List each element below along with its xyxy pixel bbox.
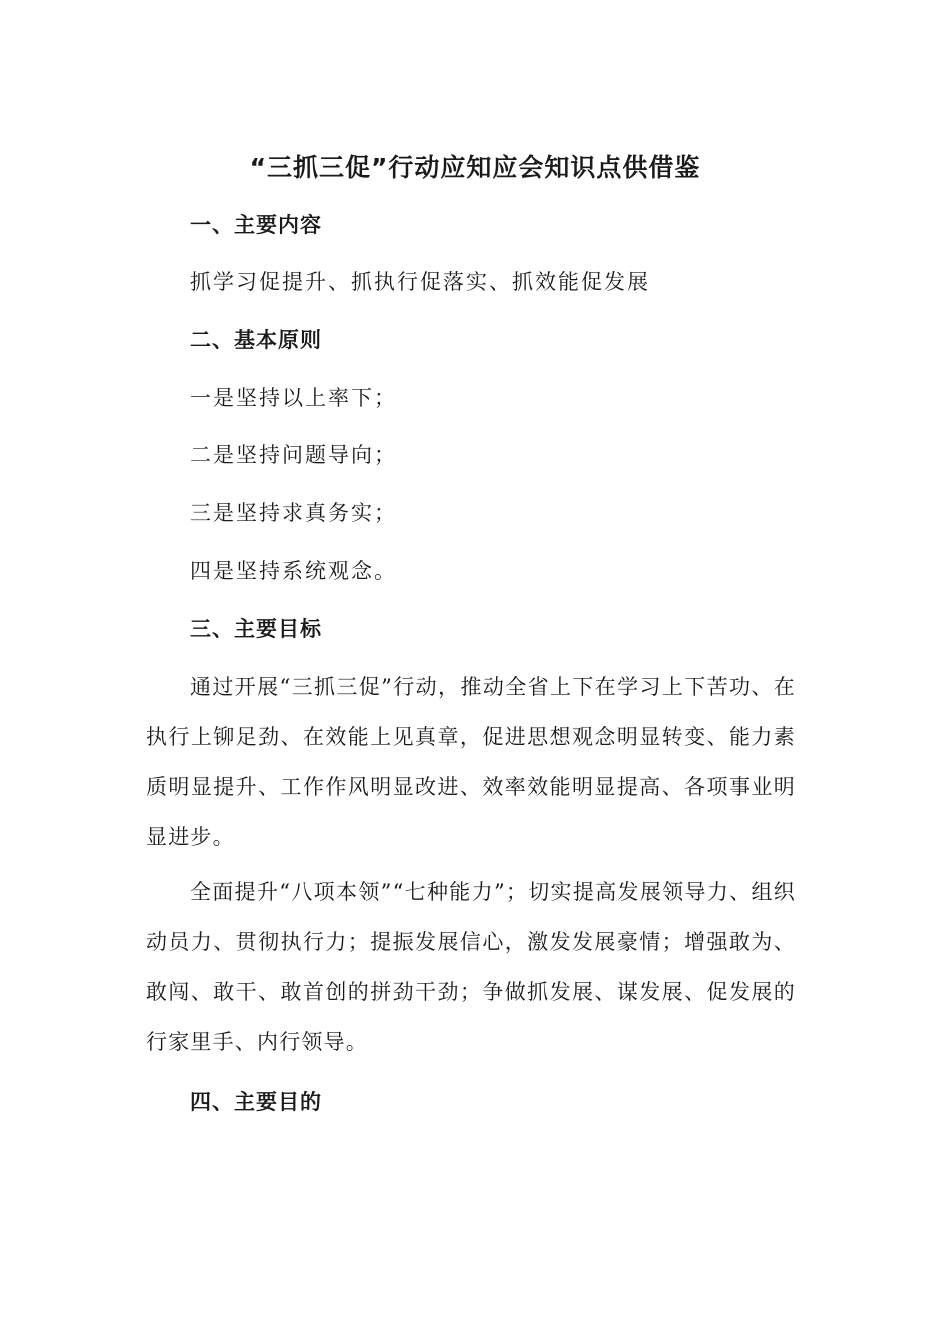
principle-item-1: 一是坚持以上率下； xyxy=(190,386,397,410)
principle-item-4: 四是坚持系统观念。 xyxy=(190,559,397,583)
goals-paragraph-2: 全面提升“八项本领”“七种能力”；切实提高发展领导力、组织动员力、贯彻执行力；提振发展信心，激发发展豪情；增强敢为、敢闯、敢干、敢首创的拼劲干劲；争做抓发展、谋发展、促发展的行家里手、内行领导。 xyxy=(146,880,796,1054)
document-title: “三抓三促”行动应知应会知识点供借鉴 xyxy=(249,153,701,182)
section-heading-main-content: 一、主要内容 xyxy=(190,213,322,237)
section-heading-basic-principles: 二、基本原则 xyxy=(190,328,322,352)
goals-paragraph-1: 通过开展“三抓三促”行动，推动全省上下在学习上下苦功、在执行上铆足劲、在效能上见真章，促进思想观念明显转变、能力素质明显提升、工作作风明显改进、效率效能明显提高、各项事业明显进步。 xyxy=(146,675,796,849)
principle-item-3: 三是坚持求真务实； xyxy=(190,501,397,525)
section-heading-main-purpose: 四、主要目的 xyxy=(190,1090,322,1114)
principle-item-2: 二是坚持问题导向； xyxy=(190,443,397,467)
section-heading-main-goals: 三、主要目标 xyxy=(190,617,322,641)
main-content-text: 抓学习促提升、抓执行促落实、抓效能促发展 xyxy=(190,270,650,294)
